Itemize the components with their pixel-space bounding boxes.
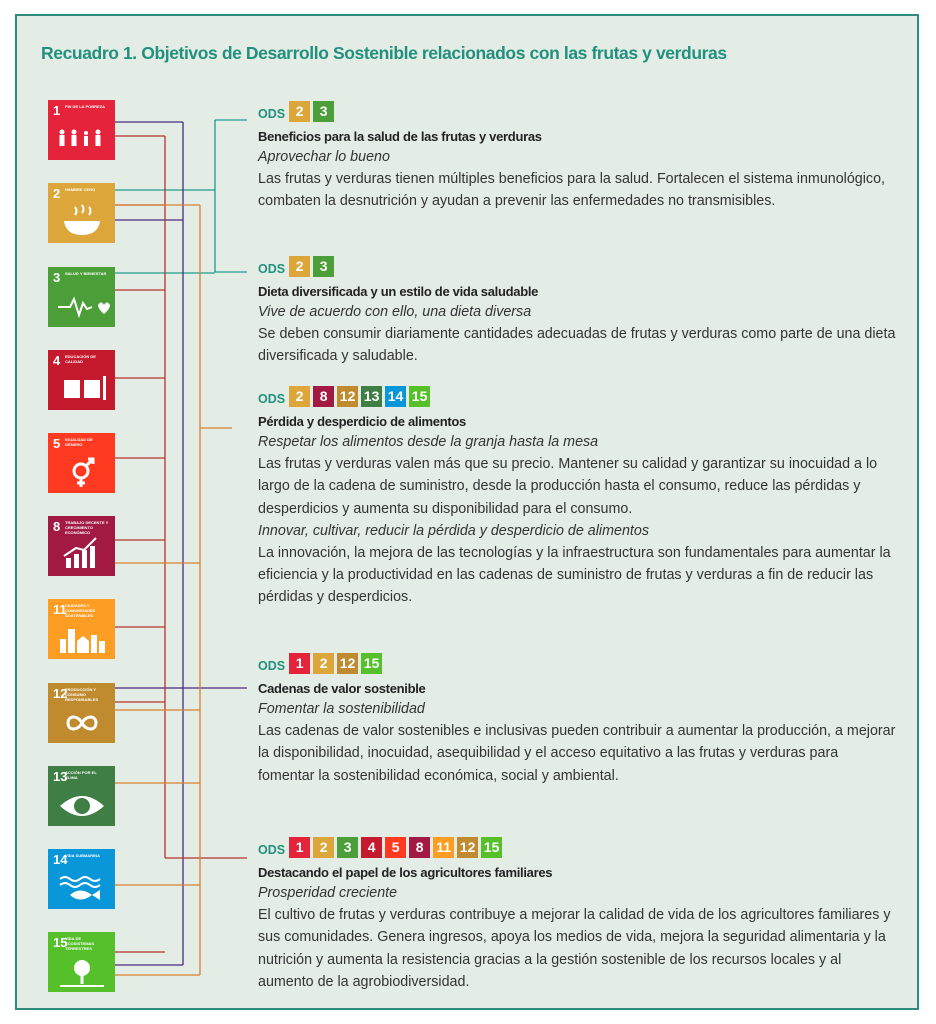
ods-label: ODS (258, 262, 286, 276)
section-body: Se deben consumir diariamente cantidades adecuadas de frutas y verduras como parte de una dieta diversificada y saludable. (258, 326, 896, 365)
ods-badges-row (258, 255, 898, 277)
sdg-tile-label: EDUCACIÓN DE CALIDAD (65, 354, 96, 364)
ods-badge-group (289, 653, 385, 674)
ods-badges-row (258, 652, 898, 674)
ods-badges-row (258, 100, 898, 122)
sdg-tile-number: 14 (53, 852, 68, 867)
ods-label: ODS (258, 107, 286, 121)
sdg-tile-8 (48, 516, 115, 576)
ods-badge-3: 3 (313, 101, 334, 122)
ods-badges-row (258, 836, 898, 858)
sdg-tile-number: 11 (53, 602, 67, 617)
sdg-tile-label: CIUDADES Y COMUNIDADES SOSTENIBLES (65, 603, 96, 618)
section-salud (258, 100, 898, 213)
ods-badge-group (289, 256, 337, 277)
ods-badge-1: 1 (289, 837, 310, 858)
page-title: Recuadro 1. Objetivos de Desarrollo Sostenible relacionados con las frutas y verduras (41, 43, 727, 63)
section-body-2: La innovación, la mejora de las tecnologías y la infraestructura son fundamentales para aumentar la eficiencia y la productividad en las cadenas de suministro de frutas y verduras a fin de reducir las pérdidas y desperdicios. (258, 544, 891, 606)
ods-badge-1: 1 (289, 653, 310, 674)
ods-label: ODS (258, 843, 286, 857)
sdg-tile-15 (48, 932, 115, 992)
section-heading: Pérdida y desperdicio de alimentos (258, 414, 466, 429)
section-heading: Cadenas de valor sostenible (258, 681, 426, 696)
ods-badge-8: 8 (409, 837, 430, 858)
ods-badge-4: 4 (361, 837, 382, 858)
ods-badge-2: 2 (313, 653, 334, 674)
ods-badge-3: 3 (313, 256, 334, 277)
section-heading: Destacando el papel de los agricultores familiares (258, 865, 553, 880)
ods-label: ODS (258, 392, 286, 406)
sdg-tile-number: 3 (53, 270, 61, 285)
section-agricultores (258, 836, 898, 993)
sdg-tile-number: 1 (53, 103, 61, 118)
section-subtitle: Prosperidad creciente (258, 885, 398, 901)
ods-badge-12: 12 (337, 653, 358, 674)
ods-badge-2: 2 (313, 837, 334, 858)
sdg-tile-label: VIDA SUBMARINA (65, 853, 100, 858)
sdg-tile-13 (48, 766, 115, 826)
sdg-tile-14 (48, 849, 115, 909)
sdg-tile-4 (48, 350, 115, 410)
ods-badge-14: 14 (385, 386, 406, 407)
ods-label: ODS (258, 659, 286, 673)
ods-badge-12: 12 (457, 837, 478, 858)
section-body: El cultivo de frutas y verduras contribuye a mejorar la calidad de vida de los agricultores familiares y sus comunidades. Genera ingresos, apoya los medios de vida, mejora la seguridad alimentaria y la nutrición y aumenta la resistencia gracias a la gestión sostenible de los recursos locales y al aumento de la agrobiodiversidad. (258, 907, 891, 990)
ods-badge-group (289, 837, 505, 858)
ods-badge-2: 2 (289, 101, 310, 122)
sdg-tile-3 (48, 267, 115, 327)
ods-badge-2: 2 (289, 386, 310, 407)
sdg-tile-number: 4 (53, 353, 61, 368)
section-dieta (258, 255, 898, 368)
ods-badge-12: 12 (337, 386, 358, 407)
ods-badge-15: 15 (481, 837, 502, 858)
sdg-tile-12 (48, 683, 115, 743)
ods-badges-row (258, 385, 898, 407)
sdg-tile-1 (48, 100, 115, 160)
section-subtitle: Fomentar la sostenibilidad (258, 701, 425, 717)
ods-badge-3: 3 (337, 837, 358, 858)
ods-badge-15: 15 (361, 653, 382, 674)
ods-badge-11: 11 (433, 837, 454, 858)
section-body: Las frutas y verduras valen más que su precio. Mantener su calidad y garantizar su inocuidad a lo largo de la cadena de suministro, desde la producción hasta el consumo, reduce las pérdidas y desperdicios y aumenta su disponibilidad para el consumo. (258, 456, 878, 517)
section-subtitle-2: Innovar, cultivar, reducir la pérdida y desperdicio de alimentos (258, 522, 649, 539)
section-body: Las cadenas de valor sostenibles e inclusivas pueden contribuir a aumentar la producción, a mejorar la disponibilidad, inocuidad, asequibilidad y el acceso equitativo a las frutas y verduras para fomentar la sostenibilidad económica, social y ambiental. (258, 723, 896, 784)
ods-badge-8: 8 (313, 386, 334, 407)
sdg-tile-number: 2 (53, 186, 61, 201)
ods-badge-5: 5 (385, 837, 406, 858)
sdg-tile-label: PRODUCCIÓN Y CONSUMO RESPONSABLES (65, 687, 99, 702)
section-perdida (258, 385, 898, 609)
sdg-tile-11 (48, 599, 115, 659)
sdg-tile-number: 12 (53, 686, 68, 701)
section-subtitle: Aprovechar lo bueno (258, 149, 390, 165)
ods-badge-13: 13 (361, 386, 382, 407)
ods-badge-15: 15 (409, 386, 430, 407)
sdg-tile-label: IGUALDAD DE GÉNERO (65, 437, 93, 447)
sdg-tile-number: 8 (53, 519, 61, 534)
sdg-tile-label: HAMBRE CERO (65, 187, 96, 192)
sdg-tile-label: FIN DE LA POBREZA (65, 104, 106, 109)
sdg-tile-label: ACCIÓN POR EL CLIMA (65, 770, 97, 780)
section-body: Las frutas y verduras tienen múltiples beneficios para la salud. Fortalecen el sistema inmunológico, combaten la desnutrición y ayudan a prevenir las enfermedades no transmisibles. (258, 171, 886, 210)
section-heading: Beneficios para la salud de las frutas y verduras (258, 129, 542, 144)
sdg-tile-number: 5 (53, 436, 61, 451)
ods-badge-group (289, 386, 433, 407)
section-cadenas (258, 652, 898, 787)
sdg-tile-label: TRABAJO DECENTE Y CRECIMIENTO ECONÓMICO (65, 520, 109, 535)
ods-badge-group (289, 101, 337, 122)
sdg-tile-5 (48, 433, 115, 493)
section-subtitle: Respetar los alimentos desde la granja hasta la mesa (258, 434, 599, 450)
section-subtitle: Vive de acuerdo con ello, una dieta diversa (258, 304, 532, 320)
section-heading: Dieta diversificada y un estilo de vida saludable (258, 284, 539, 299)
sdg-tile-label: SALUD Y BIENESTAR (65, 271, 107, 276)
sdg-tile-2 (48, 183, 115, 243)
sdg-tile-number: 13 (53, 769, 68, 784)
sdg-tile-number: 15 (53, 935, 68, 950)
sdg-tile-label: VIDA DE ECOSISTEMAS TERRESTRES (65, 936, 95, 951)
ods-badge-2: 2 (289, 256, 310, 277)
